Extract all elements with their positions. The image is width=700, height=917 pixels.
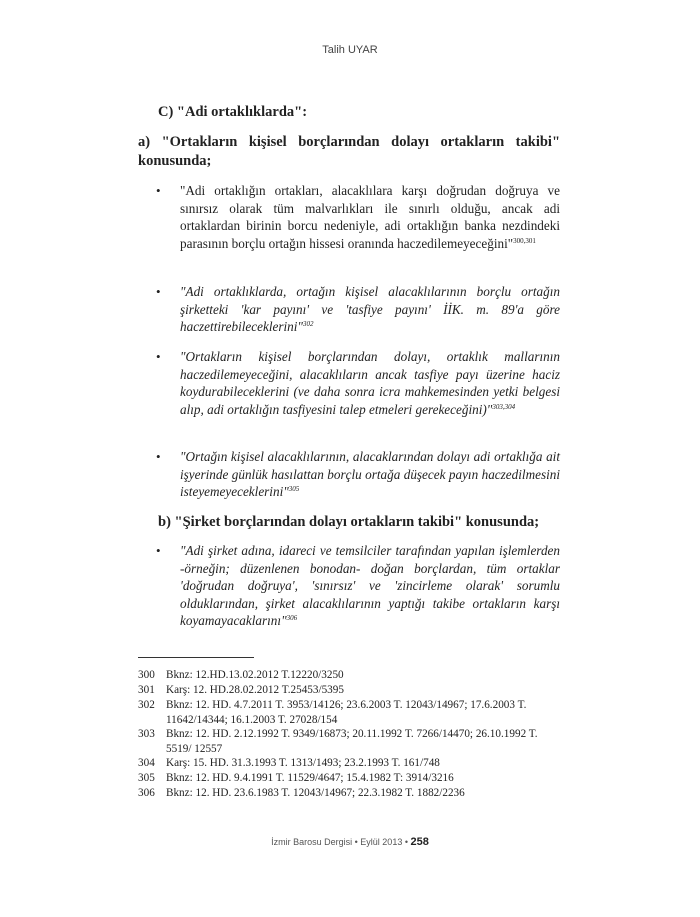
footnote-ref: 302	[302, 320, 314, 329]
journal-name: İzmir Barosu Dergisi • Eylül 2013 •	[271, 837, 408, 847]
footnote-number: 304	[138, 757, 155, 769]
footnote	[138, 771, 560, 786]
footnote-ref: 303,304	[492, 402, 516, 411]
bullet-text: "Adi ortaklıklarda, ortağın kişisel alacaklılarının borçlu ortağın şirketteki 'kar payını' ve 'tasfiye payını' İİK. m. 89'a göre haczettirebileceklerini"	[180, 284, 560, 335]
footnote	[138, 727, 560, 756]
page-number: 258	[410, 836, 429, 848]
footnote-number: 305	[138, 772, 155, 784]
section-heading-c: C) "Adi ortaklıklarda":	[158, 104, 308, 120]
footnote-text: Bknz: 12. HD. 4.7.2011 T. 3953/14126; 23.6.2003 T. 12043/14967; 17.6.2003 T. 11642/14344; 16.1.2003 T. 27028/154	[166, 699, 527, 726]
footnote	[138, 683, 560, 698]
bullet-text: "Adi şirket adına, idareci ve temsilciler tarafından yapılan işlemlerden -örneğin; düzenlenen bonodan- doğan borçlardan, tüm ortaklar 'doğrudan doğruya', 'sınırsız' ve 'zincirleme olarak' sorumlu olduklarından, şirket alacaklılarının yaptığı takibe ortakların karşı koyamayacaklarını"	[180, 543, 560, 629]
footnote-number: 303	[138, 728, 155, 740]
footnote-text: Bknz: 12. HD. 2.12.1992 T. 9349/16873; 20.11.1992 T. 7266/14470; 26.10.1992 T. 5519/ 12557	[166, 728, 538, 755]
bullet-icon: •	[156, 449, 161, 464]
footnote-ref: 305	[288, 485, 300, 494]
footnote-divider	[138, 657, 254, 658]
page-footer	[0, 836, 700, 848]
footnote-ref: 300,301	[513, 236, 536, 245]
bullet-text: "Ortakların kişisel borçlarından dolayı, ortaklık mallarının haczedilemeyeceğini, alacaklıların ancak tasfiye payı üzerine haciz koydurabileceklerini (ve daha sonra icra mahkemesinden yetki belgesi alıp, adi ortaklığın tasfiyesini talep etmeleri gerekeceğini)"	[180, 349, 560, 417]
footnote-text: Bknz: 12.HD.13.02.2012 T.12220/3250	[166, 669, 344, 681]
subsection-heading-a: a) "Ortakların kişisel borçlarından dolayı ortakların takibi" konusunda;	[138, 134, 560, 169]
footnote-text: Karş: 15. HD. 31.3.1993 T. 1313/1493; 23.2.1993 T. 161/748	[166, 757, 440, 769]
bullet-text: "Adi ortaklığın ortakları, alacaklılara karşı doğrudan doğruya ve sınırsız olarak tüm malvarlıkları ile sınırlı olduğu, ancak adi ortaklardan birinin borcu nedeniyle, adi ortaklığın banka nezdindeki parasının borçlu ortağın hissesi oranında haczedilemeyeceğini"	[180, 183, 560, 251]
footnote-number: 302	[138, 699, 155, 711]
bullet-icon: •	[156, 543, 161, 558]
footnote-ref: 306	[286, 614, 298, 623]
bullet-text: "Ortağın kişisel alacaklılarının, alacaklarından dolayı adi ortaklığa ait işyerinde günlük hasılattan borçlu ortağa düşecek payın haczedilmesini isteyemeyeceklerini"	[180, 449, 560, 500]
footnote-text: Bknz: 12. HD. 9.4.1991 T. 11529/4647; 15.4.1982 T: 3914/3216	[166, 772, 454, 784]
footnote	[138, 698, 560, 727]
subsection-heading-b: b) "Şirket borçlarından dolayı ortakların takibi" konusunda;	[158, 514, 540, 530]
list-item	[138, 448, 560, 501]
footnote-text: Bknz: 12. HD. 23.6.1983 T. 12043/14967; 22.3.1982 T. 1882/2236	[166, 787, 465, 799]
footnote-number: 301	[138, 684, 155, 696]
bullet-icon: •	[156, 284, 161, 299]
bullet-icon: •	[156, 183, 161, 198]
list-item	[138, 542, 560, 630]
running-header: Talih UYAR	[322, 44, 378, 56]
footnote	[138, 668, 560, 683]
list-item	[138, 182, 560, 252]
list-item	[138, 348, 560, 418]
bullet-icon: •	[156, 349, 161, 364]
footnote-text: Karş: 12. HD.28.02.2012 T.25453/5395	[166, 684, 344, 696]
list-item	[138, 283, 560, 336]
footnote-number: 306	[138, 787, 155, 799]
footnote	[138, 756, 560, 771]
footnote-number: 300	[138, 669, 155, 681]
footnote	[138, 786, 560, 801]
